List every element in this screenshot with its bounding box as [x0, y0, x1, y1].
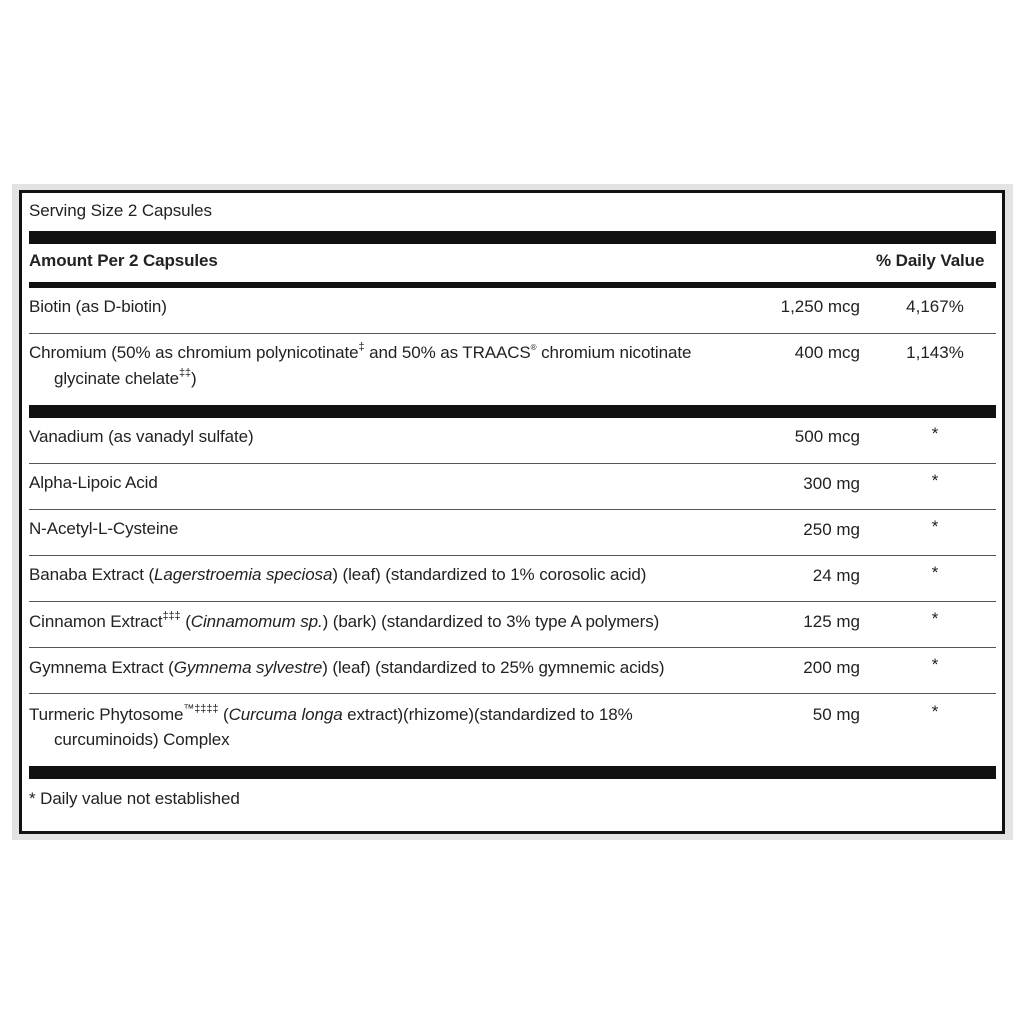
nutrient-name-chromium: Chromium (50% as chromium polynicotinate‡ and 50% as TRAACS® chromium nicotinate — [29, 341, 692, 362]
amount-gymnema-extract: 200 mg — [803, 658, 860, 677]
daily-value-n-acetyl-l-cysteine: * — [931, 517, 939, 536]
thick-divider-bottom — [29, 766, 996, 779]
nutrient-name-chromium-line2: glycinate chelate‡‡) — [54, 367, 197, 388]
daily-value-turmeric-phytosome: * — [931, 702, 939, 721]
daily-value-chromium: 1,143% — [906, 343, 964, 362]
amount-alpha-lipoic-acid: 300 mg — [803, 474, 860, 493]
daily-value-biotin: 4,167% — [906, 297, 964, 316]
nutrient-name-biotin: Biotin (as D-biotin) — [29, 297, 167, 316]
serving-size: Serving Size 2 Capsules — [29, 201, 212, 220]
row-divider — [29, 509, 996, 510]
daily-value-banaba-extract: * — [931, 563, 939, 582]
nutrient-name-banaba-extract: Banaba Extract (Lagerstroemia speciosa) (leaf) (standardized to 1% corosolic acid) — [29, 565, 647, 584]
amount-cinnamon-extract: 125 mg — [803, 612, 860, 631]
nutrient-name-vanadium: Vanadium (as vanadyl sulfate) — [29, 427, 254, 446]
amount-biotin: 1,250 mcg — [780, 297, 860, 316]
nutrient-name-gymnema-extract: Gymnema Extract (Gymnema sylvestre) (leaf) (standardized to 25% gymnemic acids) — [29, 658, 665, 677]
daily-value-cinnamon-extract: * — [931, 609, 939, 628]
row-divider — [29, 693, 996, 694]
header-divider — [29, 282, 996, 288]
nutrient-name-alpha-lipoic-acid: Alpha-Lipoic Acid — [29, 473, 158, 492]
amount-chromium: 400 mcg — [794, 343, 860, 362]
amount-per-header: Amount Per 2 Capsules — [29, 251, 218, 270]
nutrient-name-n-acetyl-l-cysteine: N-Acetyl-L-Cysteine — [29, 519, 179, 538]
nutrient-name-turmeric-phytosome-line2: curcuminoids) Complex — [54, 730, 230, 749]
row-divider — [29, 647, 996, 648]
amount-n-acetyl-l-cysteine: 250 mg — [803, 520, 860, 539]
amount-banaba-extract: 24 mg — [812, 566, 860, 585]
daily-value-alpha-lipoic-acid: * — [931, 471, 939, 490]
nutrient-name-turmeric-phytosome: Turmeric Phytosome™‡‡‡‡ (Curcuma longa extract)(rhizome)(standardized to 18% — [29, 703, 633, 724]
row-divider — [29, 601, 996, 602]
footnote: * Daily value not established — [29, 789, 240, 808]
thick-divider-middle — [29, 405, 996, 418]
daily-value-header: % Daily Value — [876, 251, 985, 270]
daily-value-gymnema-extract: * — [931, 655, 939, 674]
row-divider — [29, 555, 996, 556]
row-divider — [29, 463, 996, 464]
amount-vanadium: 500 mcg — [794, 427, 860, 446]
amount-turmeric-phytosome: 50 mg — [812, 705, 860, 724]
thick-divider-top — [29, 231, 996, 244]
daily-value-vanadium: * — [931, 424, 939, 443]
nutrient-name-cinnamon-extract: Cinnamon Extract‡‡‡ (Cinnamomum sp.) (bark) (standardized to 3% type A polymers) — [29, 610, 660, 631]
row-divider — [29, 333, 996, 334]
